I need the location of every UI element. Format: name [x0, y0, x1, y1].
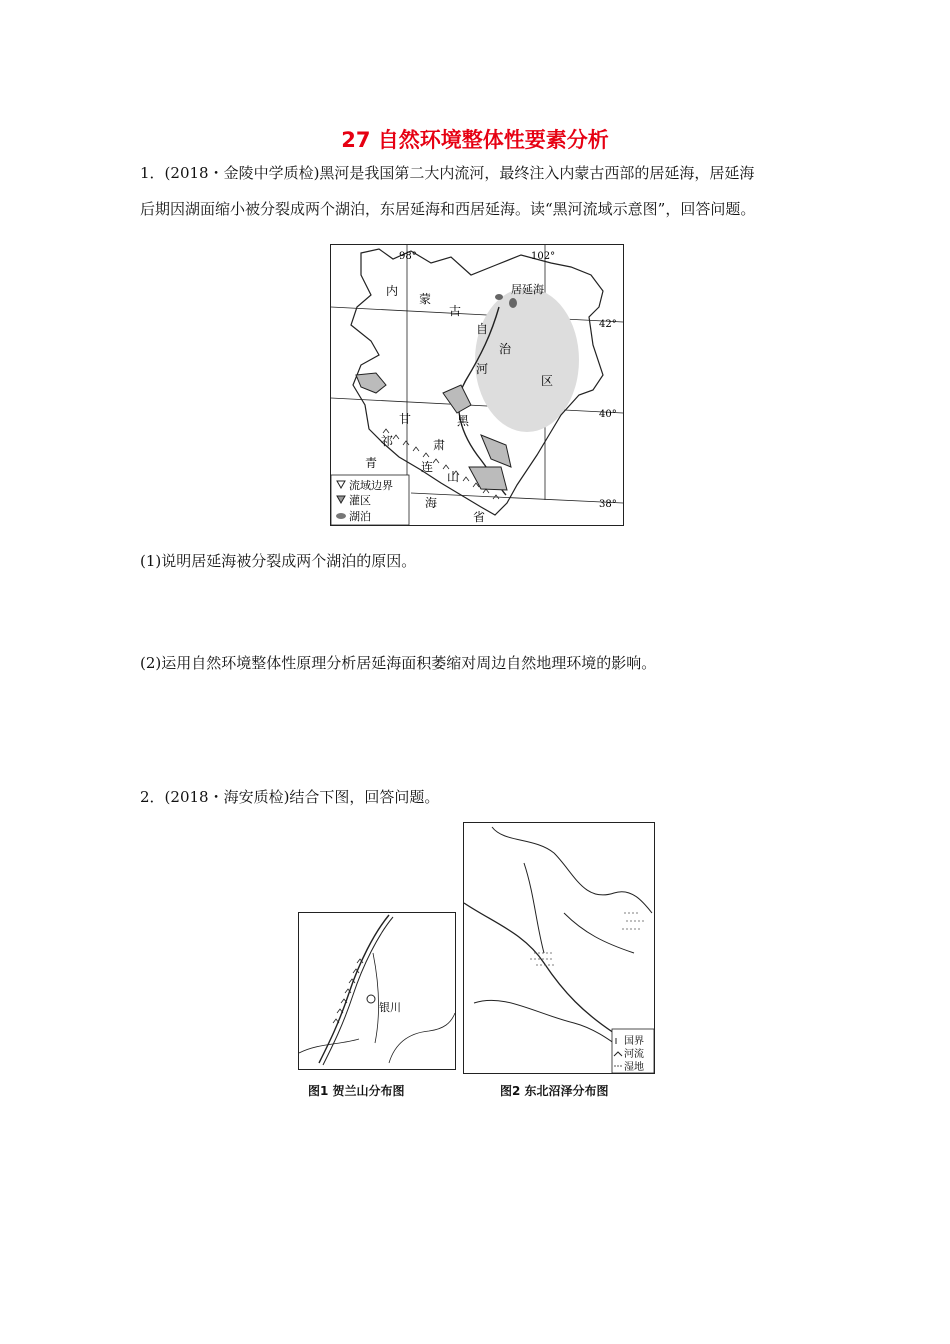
place-label: 蒙 — [419, 292, 432, 306]
songhua-river — [464, 903, 614, 1033]
place-label: 海 — [425, 496, 438, 510]
lat-label: 38° — [599, 499, 617, 510]
place-label: 山 — [447, 470, 460, 484]
legend-label: 流域边界 — [349, 479, 393, 492]
yellow-river-bank — [323, 917, 393, 1065]
figure-2-caption: 图2 东北沼泽分布图 — [500, 1084, 609, 1098]
national-border — [492, 827, 652, 913]
question-1-sub-1: (1)说明居延海被分裂成两个湖泊的原因。 — [140, 552, 417, 570]
parallel-38 — [411, 493, 623, 503]
place-label: 古 — [449, 304, 462, 318]
yinchuan-city-icon — [367, 995, 375, 1003]
lat-label: 40° — [599, 409, 617, 420]
lat-label: 42° — [599, 319, 617, 330]
place-label: 甘 — [399, 412, 412, 426]
place-label: 连 — [421, 460, 434, 474]
place-label: 肃 — [433, 438, 446, 452]
page-title: 27 自然环境整体性要素分析 — [341, 128, 609, 152]
wetland-area — [530, 913, 644, 965]
legend-label: 湖泊 — [349, 510, 371, 523]
nenjiang-river — [524, 863, 544, 953]
place-label: 省 — [473, 510, 486, 524]
figure-1-caption: 图1 贺兰山分布图 — [308, 1084, 405, 1098]
river — [373, 953, 379, 1043]
place-label: 内 — [386, 284, 399, 298]
boundary-line — [389, 1013, 455, 1063]
place-label: 自 — [476, 322, 489, 336]
river — [564, 913, 634, 953]
question-1-line-2: 后期因湖面缩小被分裂成两个湖泊，东居延海和西居延海。读“黑河流域示意图”，回答问题。 — [140, 200, 756, 218]
legend-label: 湿地 — [624, 1062, 644, 1073]
west-juyan-lake — [495, 294, 503, 300]
northeast-swamp-map — [463, 822, 655, 1074]
place-label: 祁 — [381, 434, 394, 448]
place-label: 治 — [499, 342, 512, 356]
question-2-stem: 2．(2018・海安质检)结合下图，回答问题。 — [140, 788, 440, 806]
heihe-basin-map — [330, 244, 624, 526]
question-1-stem — [140, 155, 820, 227]
lon-label: 102° — [531, 251, 556, 262]
legend-label: 灌区 — [349, 494, 371, 507]
helan-mountain-map — [298, 912, 456, 1070]
place-label: 河 — [476, 362, 489, 376]
juyan-sea-label: 居延海 — [511, 283, 544, 296]
question-1-line-1: 1．(2018・金陵中学质检)黑河是我国第二大内流河，最终注入内蒙古西部的居延海，居延海 — [140, 164, 755, 182]
yinchuan-label: 银川 — [379, 1001, 401, 1014]
parallel-40 — [331, 398, 623, 413]
question-1-sub-2: (2)运用自然环境整体性原理分析居延海面积萎缩对周边自然地理环境的影响。 — [140, 654, 657, 672]
irrigation-area — [469, 467, 507, 490]
parallel-42 — [331, 307, 623, 322]
place-label: 青 — [365, 456, 378, 470]
legend-label: 河流 — [624, 1049, 644, 1060]
legend-label: 国界 — [624, 1036, 644, 1047]
irrigation-area — [356, 373, 386, 393]
place-label: 黑 — [457, 414, 470, 428]
lon-label: 98° — [399, 251, 417, 262]
irrigation-area — [443, 385, 471, 413]
lake-legend-icon — [336, 513, 346, 519]
irrigation-area — [481, 435, 511, 467]
place-label: 区 — [541, 374, 554, 388]
east-juyan-lake — [509, 298, 517, 308]
desert-area — [475, 288, 579, 432]
